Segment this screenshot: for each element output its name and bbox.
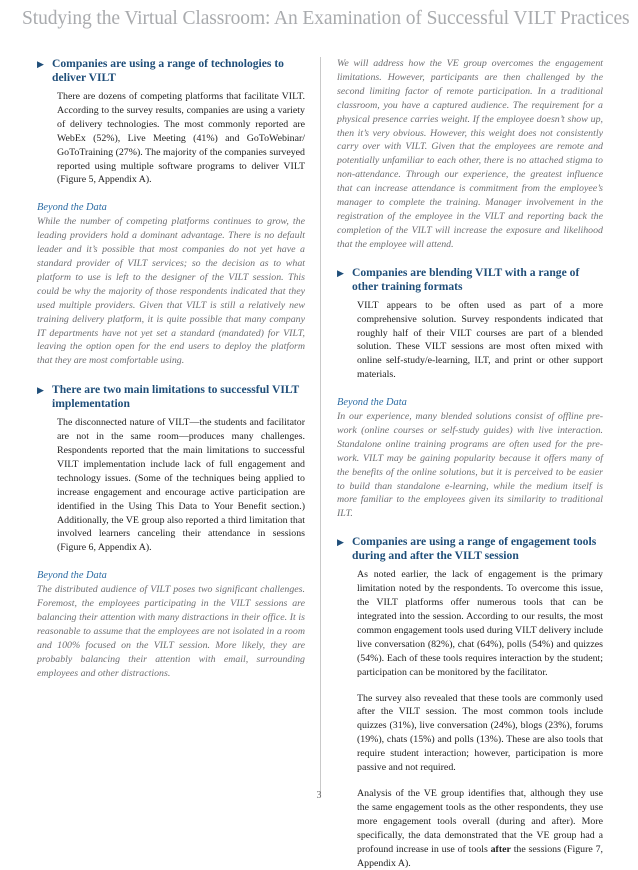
page-number: 3 bbox=[316, 790, 322, 801]
beyond-the-data-continued: We will address how the VE group overcomes the engagement limitations. However, participants are then challenged by the second limiting factor of remote participation. In a traditional classroom, you have a captured audience. The requirement for a physical presence carries weight. If the employee doesn’t show up, then it’s very obvious. However, this weight does not consistently carry over with VILT. Given that the employees are remote and potentially unfamiliar to each other, there is no attached stigma to non-attendance. Through our experience, the greatest influence that can increase attendance is commitment from the employee’s manager to complete the training. Manager involvement in the registration of the employee in the VILT and reporting back the completion of the VILT will increase the exposure and likelihood that the employee will attend. bbox=[337, 58, 603, 250]
beyond-the-data-text: The distributed audience of VILT poses two significant challenges. Foremost, the employees participating in the VILT sessions are balancing their attention with many distractions in their office. It is reasonable to assume that the employees are not isolated in a room and 100% focused on the VILT session. More likely, they are probably balancing their attention with email, surrounding employees and other distractions. bbox=[37, 584, 305, 679]
beyond-the-data-label: Beyond the Data bbox=[337, 397, 407, 409]
section-heading-blending bbox=[337, 266, 603, 294]
emphasis-after: after bbox=[490, 843, 511, 855]
section-heading-technologies bbox=[37, 57, 305, 85]
triangle-bullet-icon: ▶ bbox=[337, 267, 344, 278]
triangle-bullet-icon: ▶ bbox=[337, 537, 344, 548]
beyond-the-data-text: While the number of competing platforms continues to grow, the leading providers hold a dominant advantage. There is no default leader and it’s possible that most companies do not yet have a standard provider of VILT services; so the decision as to what platform to use is left to the designer of the VILT session. This could be why the majority of those respondents indicated that they used multiple providers. Given that VILT is still a relatively new training delivery platform, it is quite possible that many company IT departments have not yet set a standard (mandated) for VILT, leaving the option open for the end users to deploy the platform that they are most comfortable using. bbox=[37, 216, 305, 367]
section-body: The survey also revealed that these tools are commonly used after the VILT session. The most common tools include quizzes (31%), live conversation (24%), blogs (23%), forums (19%), chats (15%) and polls (13%). These are also tools that require student interaction; however, participation is more passive and not required. bbox=[357, 692, 603, 774]
section-heading-limitations bbox=[37, 383, 305, 411]
right-column bbox=[337, 57, 603, 870]
section-body: VILT appears to be often used as part of a more comprehensive solution. Survey respondents indicated that roughly half of their VILT courses are part of a blended solution. These VILT sessions are most often mixed with online self-study/e-learning, ILT, and print or other support materials. bbox=[357, 299, 603, 381]
body-text-run: the sessions (Figure 7, Appendix A). bbox=[357, 843, 603, 869]
section-title: Companies are blending VILT with a range of other training formats bbox=[352, 265, 580, 293]
section-title: Companies are using a range of engagement tools during and after the VILT session bbox=[352, 535, 597, 563]
beyond-the-data-label: Beyond the Data bbox=[37, 570, 107, 582]
beyond-the-data-text: In our experience, many blended solutions consist of offline pre-work (online courses or self-study guides) with live interaction. Standalone online training programs are often used for the pre-work. VILT may be gaining popularity because it offers many of the benefits of the online solutions, but it is perceived to be easier to build than standalone e-learning, while the medium itself is more familiar to the employees given its similarity to traditional ILT. bbox=[337, 411, 603, 520]
column-divider bbox=[320, 57, 321, 795]
left-column bbox=[37, 57, 305, 681]
section-title: Companies are using a range of technologies to deliver VILT bbox=[52, 57, 284, 84]
triangle-bullet-icon: ▶ bbox=[37, 59, 44, 69]
section-body: As noted earlier, the lack of engagement is the primary limitation noted by the respondents. To overcome this issue, the VILT platforms offer numerous tools that can be integrated into the session. According to our results, the most common engagement tools used during VILT delivery include live conversation (82%), chat (64%), polls (54%) and quizzes (54%). Each of these tools requires interaction by the student; participation can be monitored by the facilitator. bbox=[357, 569, 603, 678]
body-text-run: Analysis of the VE group identifies that, although they use the same engagement tools as the other respondents, they use more engagement tools overall (during and after). More specifically, the data demonstrated that the VE group had a profound increase in use of tools bbox=[357, 787, 603, 855]
section-body: There are dozens of competing platforms that facilitate VILT. According to the survey results, companies are using a variety of delivery technologies. The most commonly reported are WebEx (52%), Live Meeting (41%) and GoToWebinar/ GoToTraining (27%). The majority of the companies surveyed reported using multiple software programs to deliver VILT (Figure 5, Appendix A). bbox=[57, 91, 305, 186]
page-header: Studying the Virtual Classroom: An Examination of Successful VILT Practices bbox=[22, 8, 630, 29]
beyond-the-data-label: Beyond the Data bbox=[37, 202, 107, 214]
section-title: There are two main limitations to successful VILT implementation bbox=[52, 383, 300, 411]
section-heading-engagement-tools bbox=[337, 535, 603, 563]
section-body: The disconnected nature of VILT—the students and facilitator are not in the same room—produces many challenges. Respondents reported that the main limitations to successful VILT implementation include lack of full engagement and technology issues. (Some of the techniques being applied to increase engagement and encourage active participation are identified in the Using This Data to Your Benefit section.) Additionally, the VE group also reported a third limitation that involved learners canceling their attendance in sessions (Figure 6, Appendix A). bbox=[57, 417, 305, 554]
triangle-bullet-icon: ▶ bbox=[37, 385, 44, 396]
